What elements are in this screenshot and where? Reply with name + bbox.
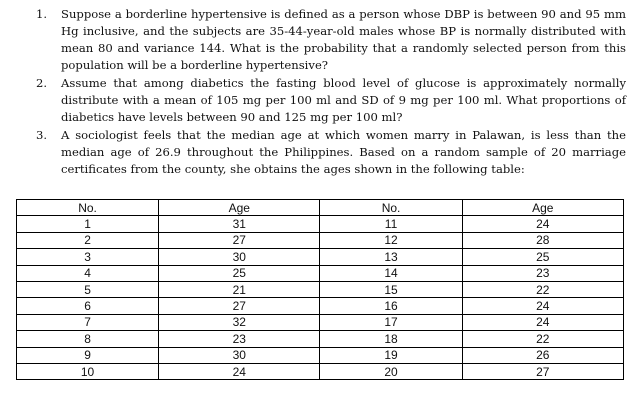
table-row xyxy=(17,216,624,232)
table-cell: 24 xyxy=(159,363,320,379)
table-row xyxy=(17,281,624,297)
table-cell: 9 xyxy=(17,347,159,363)
table-row xyxy=(17,249,624,265)
table-row xyxy=(17,298,624,314)
table-cell: 4 xyxy=(17,265,159,281)
column-header-no: No. xyxy=(17,200,159,216)
problem-text: Suppose a borderline hypertensive is defined as a person whose DBP is between 90 and 95 mm Hg inclusive, and the subjects are 35-44-year-old males whose BP is normally distributed with mean 80 and variance 144. What is the probability that a randomly selected person from this population will be a borderline hypertensive? xyxy=(61,7,626,72)
table-cell: 27 xyxy=(462,363,623,379)
problem-number: 3. xyxy=(36,128,48,142)
table-cell: 3 xyxy=(17,249,159,265)
table-cell: 1 xyxy=(17,216,159,232)
problem-number: 2. xyxy=(36,76,48,90)
table-row xyxy=(17,265,624,281)
table-cell: 2 xyxy=(17,232,159,248)
table-cell: 24 xyxy=(462,314,623,330)
table-cell: 22 xyxy=(462,281,623,297)
table-cell: 20 xyxy=(320,363,462,379)
table-cell: 15 xyxy=(320,281,462,297)
table-cell: 30 xyxy=(159,347,320,363)
table-cell: 17 xyxy=(320,314,462,330)
table-cell: 14 xyxy=(320,265,462,281)
table-cell: 23 xyxy=(159,331,320,347)
problem-number: 1. xyxy=(36,7,48,21)
problem-item xyxy=(0,127,638,178)
problem-text: A sociologist feels that the median age at which women marry in Palawan, is less than the median age of 26.9 throughout the Philippines. Based on a random sample of 20 marriage certificates from the county, she obtains the ages shown in the following table: xyxy=(61,128,626,176)
problem-text: Assume that among diabetics the fasting blood level of glucose is approximately normally distribute with a mean of 105 mg per 100 ml and SD of 9 mg per 100 ml. What proportions of diabetics have levels between 90 and 125 mg per 100 ml? xyxy=(61,76,626,124)
column-header-age: Age xyxy=(462,200,623,216)
problem-item xyxy=(0,75,638,126)
table-header-row xyxy=(17,200,624,216)
table-cell: 19 xyxy=(320,347,462,363)
table-row xyxy=(17,363,624,379)
table-cell: 18 xyxy=(320,331,462,347)
column-header-age: Age xyxy=(159,200,320,216)
table-cell: 27 xyxy=(159,232,320,248)
table-cell: 25 xyxy=(462,249,623,265)
table-cell: 26 xyxy=(462,347,623,363)
table-cell: 31 xyxy=(159,216,320,232)
problem-item xyxy=(0,6,638,74)
problem-list xyxy=(0,6,638,179)
table-row xyxy=(17,331,624,347)
table-cell: 23 xyxy=(462,265,623,281)
table-row xyxy=(17,314,624,330)
table-cell: 22 xyxy=(462,331,623,347)
table-cell: 25 xyxy=(159,265,320,281)
table-cell: 10 xyxy=(17,363,159,379)
table-cell: 32 xyxy=(159,314,320,330)
table-cell: 5 xyxy=(17,281,159,297)
table-cell: 24 xyxy=(462,216,623,232)
table-cell: 21 xyxy=(159,281,320,297)
age-table xyxy=(16,199,624,380)
table-cell: 7 xyxy=(17,314,159,330)
table-cell: 24 xyxy=(462,298,623,314)
table-cell: 6 xyxy=(17,298,159,314)
table-cell: 12 xyxy=(320,232,462,248)
column-header-no: No. xyxy=(320,200,462,216)
table-cell: 27 xyxy=(159,298,320,314)
table-cell: 8 xyxy=(17,331,159,347)
table-cell: 30 xyxy=(159,249,320,265)
table-row xyxy=(17,347,624,363)
table-row xyxy=(17,232,624,248)
table-cell: 13 xyxy=(320,249,462,265)
table-cell: 11 xyxy=(320,216,462,232)
table-cell: 28 xyxy=(462,232,623,248)
table-cell: 16 xyxy=(320,298,462,314)
